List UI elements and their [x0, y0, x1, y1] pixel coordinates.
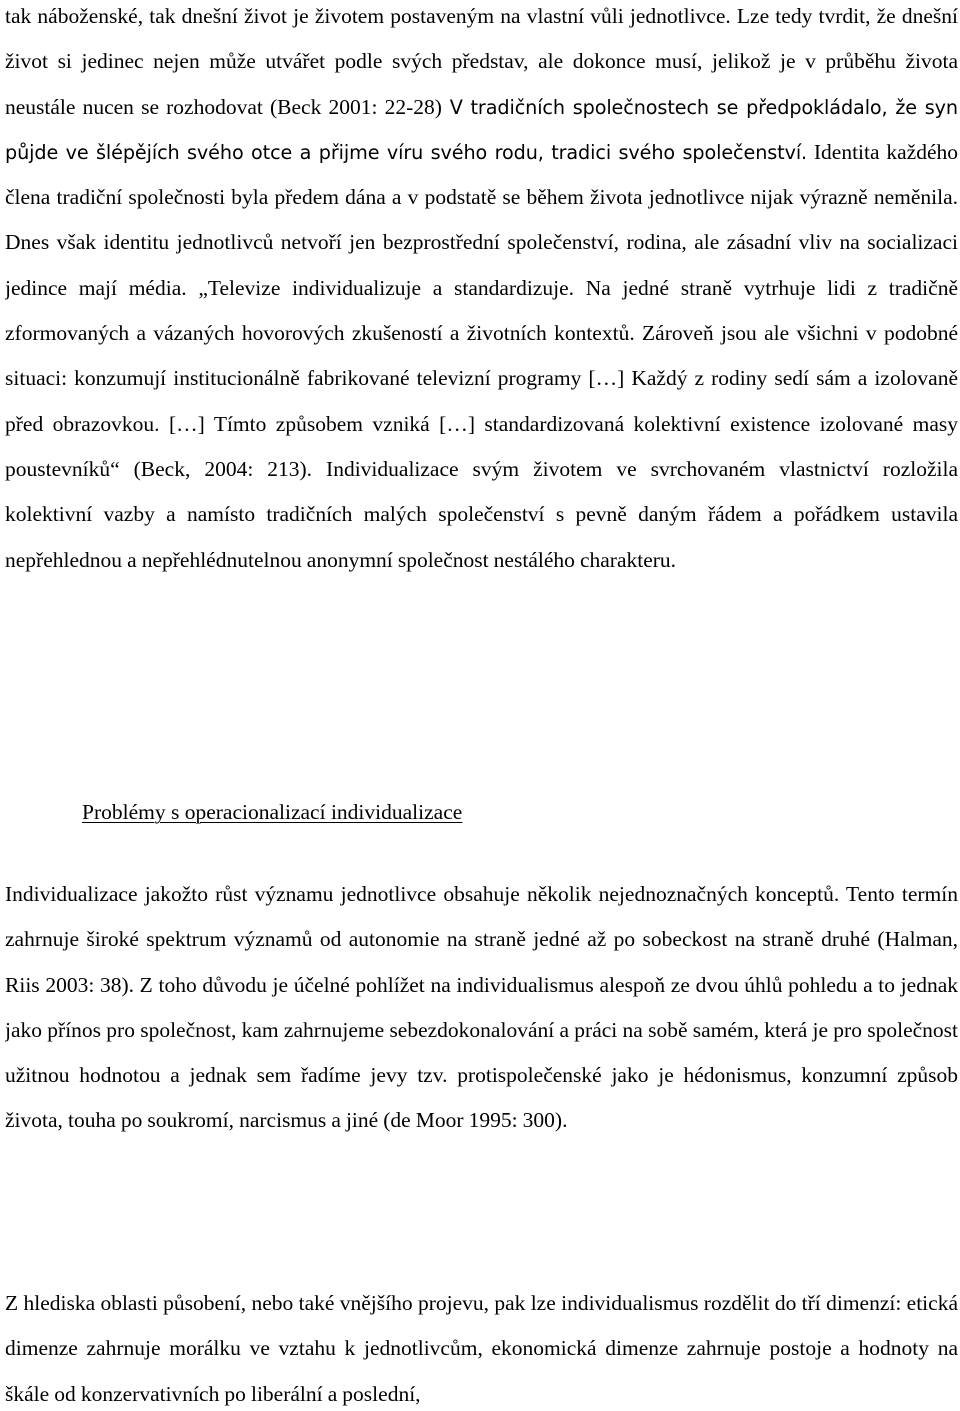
paragraph-text-part-2: V tradičních společnostech se předpokládalo, že syn půjde ve šlépějích svého otce a přijme víru svého rodu, tradici svého společenství.: [5, 95, 958, 164]
paragraph-text-part-5: Zároveň jsou ale všichni v podobné situaci: konzumují institucionálně fabrikované televizní programy […] Každý z rodiny sedí sám a izolovaně před obrazovkou. […] Tímto způsobem vzniká […] standardizovaná kolektivní existence izolované masy poustevníků“ (Beck, 2004: 213). Individualizace svým životem ve svrchovaném vlastnictví rozložila kolektivní vazby a namísto tradičních malých společenství s pevně daným řádem a pořádkem ustavila nepřehlednou a nepřehlédnutelnou anonymní společnost nestálého charakteru.: [5, 321, 958, 572]
paragraph-dimensions: Z hlediska oblasti působení, nebo také vnějšího projevu, pak lze individualismus rozdělit do tří dimenzí: etická dimenze zahrnuje morálku ve vztahu k jednotlivcům, ekonomická dimenze zahrnuje postoje a hodnoty na škále od konzervativních po liberální a poslední,: [5, 1291, 958, 1406]
paragraph-individualization-intro: [5, 0, 958, 583]
paragraph-text-part-4: Dnes však identitu jednotlivců netvoří jen bezprostřední společenství, rodina, ale zásadní vliv na socializaci jedince mají média. „Televize individualizuje a standardizuje. Na jedné straně vytrhuje lidi z tradičně zformovaných a vázaných hovorových zkušeností a životních kontextů.: [5, 230, 958, 346]
paragraph-operationalization: Individualizace jakožto růst významu jednotlivce obsahuje několik nejednoznačných konceptů. Tento termín zahrnuje široké spektrum významů od autonomie na straně jedné až po sobeckost na straně druhé (Halman, Riis 2003: 38). Z toho důvodu je účelné pohlížet na individualismus alespoň ze dvou úhlů pohledu a to jednak jako přínos pro společnost, kam zahrnujeme sebezdokonalování a práci na sobě samém, která je pro společnost užitnou hodnotou a jednak sem řadíme jevy tzv. protispolečenské jako je hédonismus, konzumní způsob života, touha po soukromí, narcismus a jiné (de Moor 1995: 300).: [5, 882, 958, 1133]
paragraph-text-part-1: tak náboženské, tak dnešní život je životem postaveným na vlastní vůli jednotlivce. Lze tedy tvrdit, že dnešní život si jedinec nejen může utvářet podle svých představ, ale dokonce musí, jelikož je v průběhu života neustále nucen se rozhodovat (Beck 2001: 22-28): [5, 4, 958, 119]
document-page: [5, 0, 958, 1411]
section-heading: Problémy s operacionalizací individualizace: [82, 800, 463, 824]
paragraph-text-part-3: Identita každého člena tradiční společnosti byla předem dána a v podstatě se během života jednotlivce nijak výrazně neměnila.: [5, 139, 958, 210]
